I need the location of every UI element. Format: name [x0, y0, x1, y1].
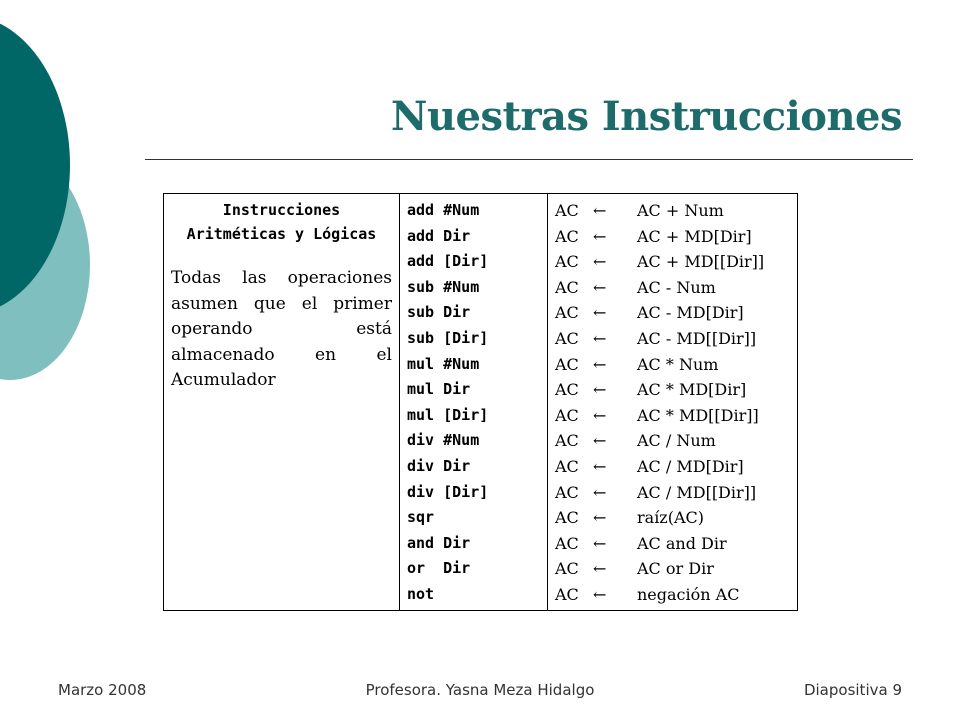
effect-lhs: AC — [555, 405, 579, 425]
effects-cell — [548, 194, 798, 611]
footer-author: Profesora. Yasna Meza Hidalgo — [365, 681, 595, 699]
operations-cell — [400, 194, 548, 611]
effect-rhs: AC + MD[[Dir]] — [637, 252, 765, 272]
effect-item — [555, 377, 790, 403]
effect-rhs: negación AC — [637, 584, 740, 604]
operation-item: and Dir — [407, 533, 471, 552]
effect-rhs: raíz(AC) — [637, 508, 705, 528]
left-arrow-icon: ← — [593, 303, 607, 323]
left-arrow-icon: ← — [593, 559, 607, 579]
operation-item: or Dir — [407, 559, 471, 578]
operation-item: mul Dir — [407, 380, 471, 399]
title-divider — [145, 159, 913, 160]
effect-item — [555, 249, 790, 275]
effect-item — [555, 275, 790, 301]
effect-rhs: AC / MD[Dir] — [637, 456, 744, 476]
effect-rhs: AC + Num — [637, 201, 724, 220]
effect-lhs: AC — [555, 533, 579, 553]
effect-rhs: AC - Num — [637, 277, 716, 297]
left-arrow-icon: ← — [593, 456, 607, 476]
operation-item: mul #Num — [407, 354, 480, 373]
effect-item — [555, 454, 790, 480]
left-arrow-icon: ← — [593, 405, 607, 425]
operation-item: add #Num — [407, 201, 480, 219]
operation-item: mul [Dir] — [407, 405, 489, 424]
operation-item: add [Dir] — [407, 252, 489, 271]
effect-item — [555, 505, 790, 531]
category-description: Todas las operaciones asumen que el primer operando está almacenado en el Acumulador — [171, 268, 392, 390]
effect-lhs: AC — [555, 277, 579, 297]
left-arrow-icon: ← — [593, 354, 607, 374]
left-arrow-icon: ← — [593, 380, 607, 400]
effect-rhs: AC / Num — [637, 431, 716, 451]
effect-lhs: AC — [555, 456, 579, 476]
effect-item — [555, 326, 790, 352]
footer-slide-number: Diapositiva 9 — [803, 681, 902, 699]
operation-item: not — [407, 584, 435, 603]
operation-item: sub [Dir] — [407, 328, 489, 347]
effect-lhs: AC — [555, 508, 579, 528]
effect-lhs: AC — [555, 226, 579, 246]
effect-rhs: AC + MD[Dir] — [637, 226, 752, 246]
effect-rhs: AC or Dir — [637, 559, 714, 579]
effect-lhs: AC — [555, 303, 579, 323]
effect-item — [555, 300, 790, 326]
left-arrow-icon: ← — [593, 533, 607, 553]
effect-rhs: AC * Num — [637, 354, 719, 374]
effect-lhs: AC — [555, 252, 579, 272]
left-arrow-icon: ← — [593, 482, 607, 502]
left-arrow-icon: ← — [593, 431, 607, 451]
operations-list — [407, 198, 540, 608]
left-arrow-icon: ← — [593, 328, 607, 348]
effect-item — [555, 352, 790, 378]
operation-item: sub Dir — [407, 303, 471, 322]
category-title: Instrucciones Aritméticas y Lógicas — [186, 201, 377, 243]
slide-title: Nuestras Instrucciones — [390, 93, 902, 140]
effect-item — [555, 531, 790, 557]
operation-item: sub #Num — [407, 277, 480, 296]
effects-list — [555, 198, 790, 608]
left-arrow-icon: ← — [593, 277, 607, 297]
effect-lhs: AC — [555, 201, 579, 220]
effect-lhs: AC — [555, 584, 579, 604]
effect-rhs: AC * MD[[Dir]] — [637, 405, 759, 425]
effect-item — [555, 480, 790, 506]
footer-date: Marzo 2008 — [58, 681, 147, 699]
effect-item — [555, 224, 790, 250]
operation-item: add Dir — [407, 226, 471, 245]
operation-item: div #Num — [407, 431, 480, 450]
left-arrow-icon: ← — [593, 226, 607, 246]
operation-item: div Dir — [407, 456, 471, 475]
effect-item — [555, 428, 790, 454]
effect-lhs: AC — [555, 431, 579, 451]
effect-lhs: AC — [555, 380, 579, 400]
operation-item: sqr — [407, 508, 435, 527]
effect-rhs: AC and Dir — [637, 533, 727, 553]
left-arrow-icon: ← — [593, 252, 607, 272]
effect-lhs: AC — [555, 482, 579, 502]
effect-lhs: AC — [555, 559, 579, 579]
left-arrow-icon: ← — [593, 584, 607, 604]
effect-rhs: AC - MD[Dir] — [637, 303, 744, 323]
effect-rhs: AC / MD[[Dir]] — [637, 482, 757, 502]
effect-item — [555, 556, 790, 582]
category-cell — [164, 194, 400, 611]
operation-item: div [Dir] — [407, 482, 489, 501]
effect-rhs: AC - MD[[Dir]] — [637, 328, 757, 348]
left-arrow-icon: ← — [593, 508, 607, 528]
left-arrow-icon: ← — [593, 201, 607, 220]
effect-item — [555, 582, 790, 608]
effect-lhs: AC — [555, 354, 579, 374]
effect-lhs: AC — [555, 328, 579, 348]
effect-item — [555, 403, 790, 429]
instructions-table — [163, 193, 798, 611]
effect-rhs: AC * MD[Dir] — [637, 380, 747, 400]
effect-item — [555, 198, 790, 224]
